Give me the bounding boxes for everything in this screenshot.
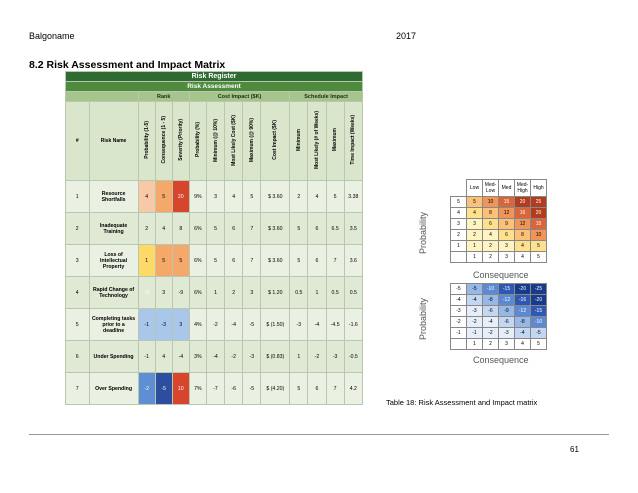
header-left: Balgoname: [29, 31, 75, 41]
cell-s: 20: [172, 181, 189, 213]
cell-max: 7: [243, 245, 261, 277]
matrix-cell: 3: [499, 241, 515, 252]
cell-cost: $ (0.83): [261, 341, 290, 373]
cell-time: 4.2: [344, 373, 362, 405]
matrix-axis-value: 5: [531, 252, 547, 263]
matrix-cell: 25: [531, 197, 547, 208]
column-header: Maximum: [326, 102, 344, 181]
matrix-cell: 5: [467, 197, 483, 208]
matrix-cell: 8: [515, 230, 531, 241]
matrix-cell: 15: [499, 197, 515, 208]
cell-s: -4: [172, 341, 189, 373]
cell-n: 2: [66, 213, 90, 245]
cell-cost: $ (4.20): [261, 373, 290, 405]
matrix-col-head: Low: [467, 180, 483, 197]
matrix-cell: -16: [515, 295, 531, 306]
cell-c: 5: [155, 245, 172, 277]
cell-smin: 1: [290, 341, 308, 373]
matrix-row-label: -5: [451, 284, 467, 295]
matrix-cell: -15: [499, 284, 515, 295]
cell-time: 0.5: [344, 277, 362, 309]
cell-sml: 1: [308, 277, 326, 309]
matrix-cell: -2: [467, 317, 483, 328]
column-header: Most Likely (# of Weeks): [308, 102, 326, 181]
cell-time: -0.5: [344, 341, 362, 373]
cell-cost: $ 3.60: [261, 245, 290, 277]
matrix-cell: -3: [499, 328, 515, 339]
footer-divider: [29, 434, 609, 435]
register-title: Risk Register: [66, 72, 363, 82]
cell-s: 8: [172, 213, 189, 245]
cell-ml: -2: [225, 341, 243, 373]
cell-s: 3: [172, 309, 189, 341]
cell-sml: -2: [308, 341, 326, 373]
cell-name: Loss of Intellectual Property: [89, 245, 138, 277]
cell-n: 7: [66, 373, 90, 405]
matrix-cell: -12: [499, 295, 515, 306]
cell-name: Inadequate Training: [89, 213, 138, 245]
cell-pct: 6%: [189, 277, 206, 309]
cell-c: 4: [155, 341, 172, 373]
matrix-cell: 12: [515, 219, 531, 230]
cell-min: -4: [206, 341, 224, 373]
matrix-cell: 6: [483, 219, 499, 230]
matrix-cell: -20: [515, 284, 531, 295]
matrix-cell: -10: [531, 317, 547, 328]
matrix-cell: -20: [531, 295, 547, 306]
matrix-cell: 1: [467, 241, 483, 252]
matrix-cell: -4: [467, 295, 483, 306]
column-header: Most Likely Cost ($K): [225, 102, 243, 181]
cell-c: 3: [155, 277, 172, 309]
matrix-axis-value: 2: [483, 339, 499, 350]
matrix-cell: 15: [531, 219, 547, 230]
cell-smin: -3: [290, 309, 308, 341]
cell-pct: 6%: [189, 245, 206, 277]
matrix-axis-value: 1: [467, 339, 483, 350]
matrix-col-head: Med-High: [515, 180, 531, 197]
cell-n: 3: [66, 245, 90, 277]
cell-max: -5: [243, 373, 261, 405]
cell-n: 1: [66, 181, 90, 213]
cell-min: 5: [206, 213, 224, 245]
matrix-cell: -1: [467, 328, 483, 339]
table-row: [66, 277, 363, 309]
matrix-axis-value: 4: [515, 252, 531, 263]
matrix-row-label: 5: [451, 197, 467, 208]
cell-sml: 6: [308, 373, 326, 405]
cell-smax: 7: [326, 245, 344, 277]
cell-pct: 4%: [189, 309, 206, 341]
matrix-cell: 2: [467, 230, 483, 241]
table-row: [66, 213, 363, 245]
matrix-cell: -8: [483, 295, 499, 306]
matrix-cell: 4: [483, 230, 499, 241]
column-header: Probability (%): [189, 102, 206, 181]
table-caption: Table 18: Risk Assessment and Impact matrix: [386, 398, 538, 407]
cell-p: -1: [138, 341, 155, 373]
cell-ml: 4: [225, 181, 243, 213]
cell-ml: 2: [225, 277, 243, 309]
section-title: 8.2 Risk Assessment and Impact Matrix: [29, 59, 226, 71]
cell-c: -3: [155, 309, 172, 341]
cell-name: Resource Shortfalls: [89, 181, 138, 213]
cell-smin: 5: [290, 213, 308, 245]
matrix-row-label: -3: [451, 306, 467, 317]
matrix-cell: 12: [499, 208, 515, 219]
matrix-cell: -25: [531, 284, 547, 295]
cell-sml: 6: [308, 213, 326, 245]
matrix-cell: 5: [531, 241, 547, 252]
matrix-axis-value: 1: [467, 252, 483, 263]
cell-sml: 4: [308, 181, 326, 213]
matrix-row-label: 4: [451, 208, 467, 219]
cell-s: 10: [172, 373, 189, 405]
cell-smin: 0.5: [290, 277, 308, 309]
cell-name: Under Spending: [89, 341, 138, 373]
cell-time: 3.5: [344, 213, 362, 245]
matrix-cell: 20: [515, 197, 531, 208]
cell-max: 3: [243, 277, 261, 309]
cell-n: 6: [66, 341, 90, 373]
cell-smin: 5: [290, 373, 308, 405]
matrix-cell: 16: [515, 208, 531, 219]
matrix-bottom-x-label: Consequence: [473, 355, 529, 365]
cell-min: 3: [206, 181, 224, 213]
cell-name: Completing tasks prior to a deadline: [89, 309, 138, 341]
matrix-cell: -2: [483, 328, 499, 339]
column-header: Risk Name: [89, 102, 138, 181]
cell-time: -1.6: [344, 309, 362, 341]
matrix-cell: 20: [531, 208, 547, 219]
matrix-cell: 4: [467, 208, 483, 219]
matrix-cell: -6: [499, 317, 515, 328]
matrix-cell: 9: [499, 219, 515, 230]
column-header: Maximum (@ 90%): [243, 102, 261, 181]
cell-max: -3: [243, 341, 261, 373]
cell-p: -1: [138, 309, 155, 341]
cell-min: 1: [206, 277, 224, 309]
matrix-axis-value: 4: [515, 339, 531, 350]
cell-ml: 6: [225, 213, 243, 245]
matrix-row-label: 3: [451, 219, 467, 230]
matrix-cell: -6: [483, 306, 499, 317]
group-schedule: Schedule Impact: [290, 92, 363, 102]
matrix-cell: -15: [531, 306, 547, 317]
cell-cost: $ 1.20: [261, 277, 290, 309]
matrix-row-label: -1: [451, 328, 467, 339]
matrix-cell: 10: [483, 197, 499, 208]
cell-name: Over Spending: [89, 373, 138, 405]
column-header: Time Impact (Weeks): [344, 102, 362, 181]
cell-sml: -4: [308, 309, 326, 341]
cell-p: 4: [138, 181, 155, 213]
matrix-row-label: -4: [451, 295, 467, 306]
cell-pct: 9%: [189, 181, 206, 213]
cell-pct: 6%: [189, 213, 206, 245]
cell-s: -9: [172, 277, 189, 309]
header-right: 2017: [396, 31, 417, 41]
cell-ml: -6: [225, 373, 243, 405]
matrix-cell: -12: [515, 306, 531, 317]
table-row: [66, 373, 363, 405]
cell-smax: -4.5: [326, 309, 344, 341]
cell-p: 1: [138, 245, 155, 277]
cell-smax: -3: [326, 341, 344, 373]
matrix-cell: -9: [499, 306, 515, 317]
cell-cost: $ 3.60: [261, 181, 290, 213]
matrix-cell: -5: [531, 328, 547, 339]
risk-register-table: [65, 71, 363, 405]
cell-ml: 6: [225, 245, 243, 277]
cell-c: -5: [155, 373, 172, 405]
matrix-row-label: -2: [451, 317, 467, 328]
group-rank: Rank: [138, 92, 189, 102]
matrix-cell: 2: [483, 241, 499, 252]
cell-min: -2: [206, 309, 224, 341]
cell-sml: 6: [308, 245, 326, 277]
cell-name: Rapid Change of Technology: [89, 277, 138, 309]
cell-pct: 7%: [189, 373, 206, 405]
matrix-cell: -10: [483, 284, 499, 295]
table-row: [66, 309, 363, 341]
cell-n: 4: [66, 277, 90, 309]
column-header: Severity (Priority): [172, 102, 189, 181]
cell-p: -3: [138, 277, 155, 309]
cell-s: 5: [172, 245, 189, 277]
matrix-row-label: 2: [451, 230, 467, 241]
cell-n: 5: [66, 309, 90, 341]
cell-min: 5: [206, 245, 224, 277]
cell-cost: $ (1.50): [261, 309, 290, 341]
matrix-col-head: Med-Low: [483, 180, 499, 197]
matrix-top-x-label: Consequence: [473, 270, 529, 280]
column-header: Probability (1-5): [138, 102, 155, 181]
cell-smax: 6.5: [326, 213, 344, 245]
cell-max: 7: [243, 213, 261, 245]
page-number: 61: [570, 445, 579, 454]
matrix-cell: -5: [467, 284, 483, 295]
cell-smin: 5: [290, 245, 308, 277]
cell-smin: 2: [290, 181, 308, 213]
cell-time: 3.6: [344, 245, 362, 277]
register-subtitle: Risk Assessment: [66, 82, 363, 92]
cell-c: 4: [155, 213, 172, 245]
matrix-cell: 3: [467, 219, 483, 230]
cell-p: -2: [138, 373, 155, 405]
cell-smax: 5: [326, 181, 344, 213]
cell-pct: 3%: [189, 341, 206, 373]
risk-matrix-positive: [435, 179, 547, 263]
matrix-col-head: High: [531, 180, 547, 197]
group-blank: [66, 92, 139, 102]
cell-c: 5: [155, 181, 172, 213]
column-header: Minimum (@ 10%): [206, 102, 224, 181]
cell-max: 5: [243, 181, 261, 213]
risk-matrix-negative: [435, 283, 547, 350]
cell-p: 2: [138, 213, 155, 245]
matrix-cell: 4: [515, 241, 531, 252]
matrix-cell: 10: [531, 230, 547, 241]
column-header: #: [66, 102, 90, 181]
matrix-cell: -4: [515, 328, 531, 339]
cell-min: -7: [206, 373, 224, 405]
table-row: [66, 341, 363, 373]
matrix-bottom-y-label: Probability: [418, 297, 428, 340]
cell-max: -5: [243, 309, 261, 341]
matrix-col-head: Med: [499, 180, 515, 197]
matrix-cell: 6: [499, 230, 515, 241]
cell-smax: 0.5: [326, 277, 344, 309]
matrix-cell: -4: [483, 317, 499, 328]
matrix-axis-value: 2: [483, 252, 499, 263]
matrix-axis-value: 5: [531, 339, 547, 350]
matrix-axis-value: 3: [499, 252, 515, 263]
column-header: Cost Impact ($K): [261, 102, 290, 181]
cell-time: 3.38: [344, 181, 362, 213]
column-header: Minimum: [290, 102, 308, 181]
table-row: [66, 181, 363, 213]
matrix-cell: -8: [515, 317, 531, 328]
matrix-cell: -3: [467, 306, 483, 317]
cell-smax: 7: [326, 373, 344, 405]
matrix-top-y-label: Probability: [418, 211, 428, 254]
cell-ml: -4: [225, 309, 243, 341]
matrix-row-label: 1: [451, 241, 467, 252]
cell-cost: $ 3.60: [261, 213, 290, 245]
group-cost: Cost Impact ($K): [189, 92, 289, 102]
table-row: [66, 245, 363, 277]
column-header: Consequence (1 - 5): [155, 102, 172, 181]
matrix-axis-value: 3: [499, 339, 515, 350]
matrix-cell: 8: [483, 208, 499, 219]
